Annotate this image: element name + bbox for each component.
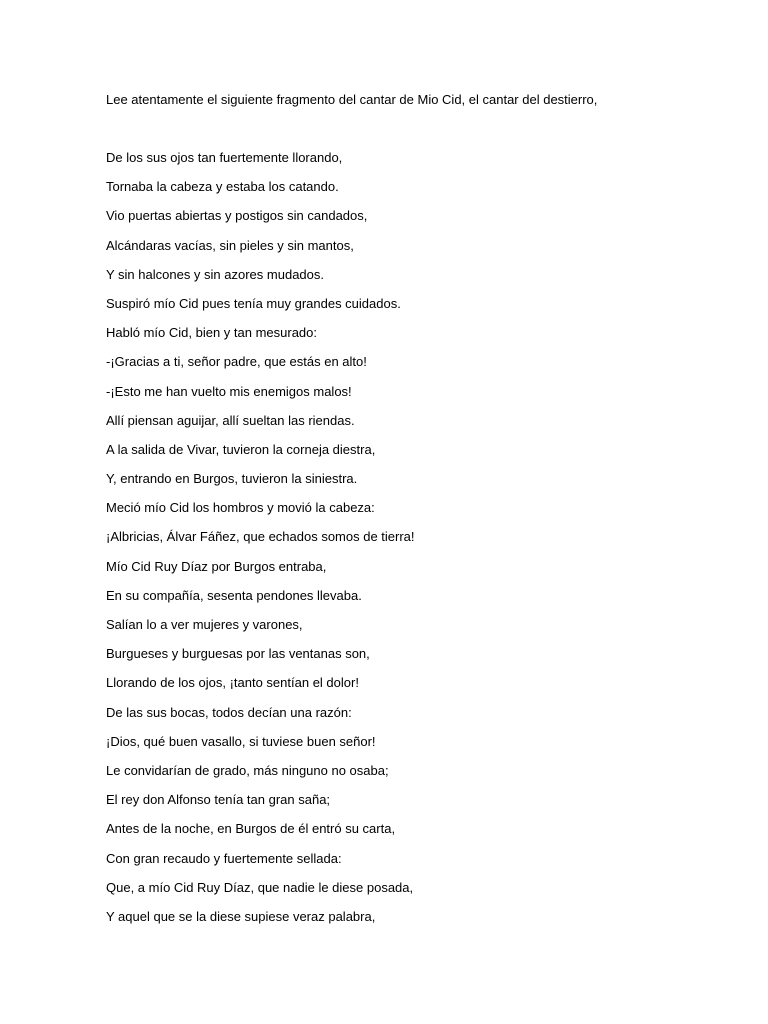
poem-verses [106,149,415,937]
verse-line: -¡Esto me han vuelto mis enemigos malos! [106,383,352,399]
verse-line: Vio puertas abiertas y postigos sin candados, [106,208,368,224]
verse-line: Mío Cid Ruy Díaz por Burgos entraba, [106,558,327,574]
verse-line: -¡Gracias a ti, señor padre, que estás en alto! [106,354,367,370]
verse-line: Antes de la noche, en Burgos de él entró su carta, [106,821,396,837]
verse-line: Habló mío Cid, bien y tan mesurado: [106,325,317,341]
verse-line: A la salida de Vivar, tuvieron la corneja diestra, [106,441,376,457]
verse-line: El rey don Alfonso tenía tan gran saña; [106,792,331,808]
verse-line: Y aquel que se la diese supiese veraz palabra, [106,908,376,924]
verse-line: Tornaba la cabeza y estaba los catando. [106,179,339,195]
verse-line: ¡Dios, qué buen vasallo, si tuviese buen señor! [106,733,376,749]
verse-line: Con gran recaudo y fuertemente sellada: [106,850,342,866]
verse-line: En su compañía, sesenta pendones llevaba. [106,587,362,603]
verse-line: De las sus bocas, todos decían una razón: [106,704,352,720]
verse-line: Meció mío Cid los hombros y movió la cabeza: [106,500,375,516]
intro-paragraph: Lee atentamente el siguiente fragmento del cantar de Mio Cid, el cantar del destierro, [106,92,598,107]
verse-line: ¡Albricias, Álvar Fáñez, que echados somos de tierra! [106,529,415,545]
verse-line: Le convidarían de grado, más ninguno no osaba; [106,762,389,778]
verse-line: Allí piensan aguijar, allí sueltan las riendas. [106,412,355,428]
verse-line: Y, entrando en Burgos, tuvieron la siniestra. [106,471,358,487]
verse-line: Llorando de los ojos, ¡tanto sentían el dolor! [106,675,359,691]
verse-line: Y sin halcones y sin azores mudados. [106,266,324,282]
verse-line: Burgueses y burguesas por las ventanas son, [106,646,370,662]
verse-line: Alcándaras vacías, sin pieles y sin mantos, [106,237,354,253]
verse-line: Suspiró mío Cid pues tenía muy grandes cuidados. [106,295,401,311]
verse-line: Salían lo a ver mujeres y varones, [106,617,303,632]
verse-line: Que, a mío Cid Ruy Díaz, que nadie le diese posada, [106,879,414,895]
verse-line: De los sus ojos tan fuertemente llorando, [106,150,343,165]
